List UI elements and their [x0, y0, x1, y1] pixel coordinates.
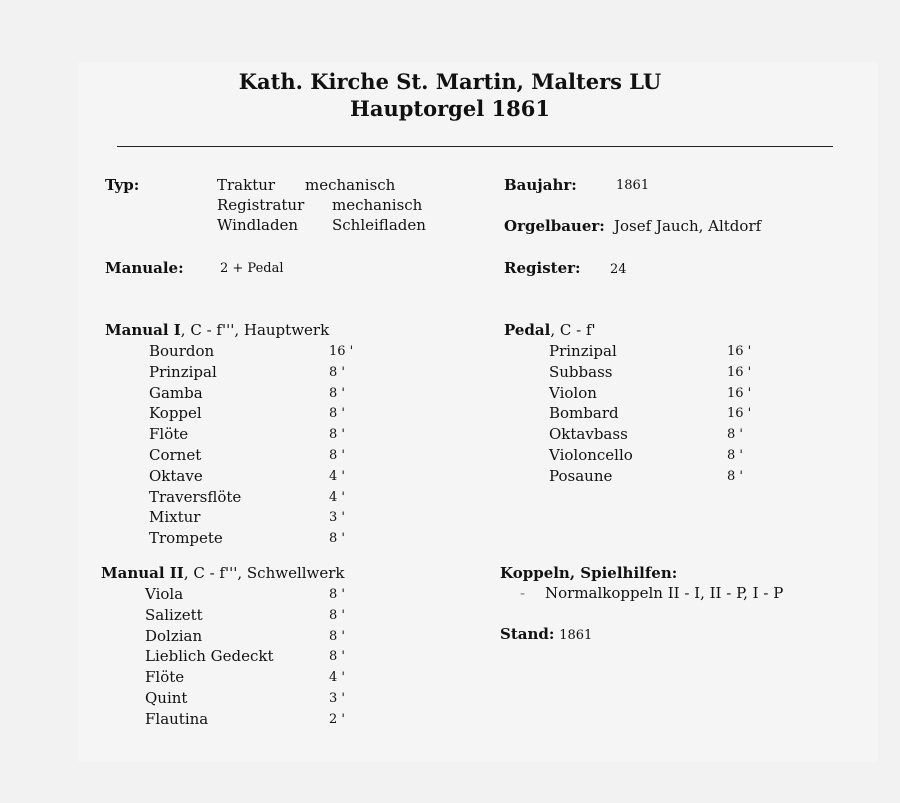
stop-length: 8 ' [329, 427, 345, 443]
stop-name: Prinzipal [549, 342, 617, 360]
stop-length: 8 ' [727, 468, 743, 484]
typ-windladen-name: Windladen [217, 216, 299, 234]
stop-name: Bombard [549, 404, 619, 423]
typ-registratur-value: mechanisch [332, 196, 423, 214]
stand: Stand: 1861 [500, 625, 593, 643]
stop-length: 3 ' [329, 691, 345, 706]
stop-name: Prinzipal [149, 362, 217, 381]
stop-name: Traversflöte [149, 487, 242, 506]
page-subtitle: Hauptorgel 1861 [350, 96, 550, 121]
manual1-heading: Manual I, C - f''', Hauptwerk [105, 321, 330, 339]
stop-name: Salizett [145, 605, 203, 624]
stop-name: Trompete [149, 529, 223, 548]
baujahr-value: 1861 [616, 178, 650, 193]
stop-name: Lieblich Gedeckt [145, 647, 274, 666]
stop-length: 8 ' [329, 587, 345, 602]
stop-name: Flöte [145, 668, 185, 687]
stop-name: Violon [549, 383, 597, 402]
stop-name: Mixtur [149, 508, 201, 527]
stop-name: Subbass [549, 362, 613, 381]
stop-name: Posaune [549, 466, 613, 485]
stop-length: 8 ' [329, 531, 345, 547]
stop-name: Oktavbass [549, 425, 628, 444]
stop-length: 16 ' [727, 406, 752, 422]
stop-length: 8 ' [329, 628, 345, 644]
stop-name: Viola [145, 585, 184, 603]
koppeln-item: Normalkoppeln II - I, II - P, I - P [545, 584, 784, 602]
register-label: Register: [504, 259, 581, 277]
stop-length: 4 ' [329, 468, 345, 484]
stop-length: 8 ' [727, 448, 743, 463]
stop-length: 16 ' [727, 385, 752, 401]
stop-length: 8 ' [329, 406, 345, 422]
register-value: 24 [610, 262, 627, 277]
manuale-label: Manuale: [105, 259, 184, 277]
typ-label: Typ: [105, 176, 140, 194]
stop-length: 16 ' [727, 344, 752, 359]
stop-name: Gamba [149, 383, 203, 402]
koppeln-label: Koppeln, Spielhilfen: [500, 564, 678, 582]
typ-traktur-value: mechanisch [305, 176, 396, 194]
stop-name: Flautina [145, 709, 209, 728]
stop-length: 2 ' [329, 711, 345, 727]
manual2-heading: Manual II, C - f''', Schwellwerk [101, 564, 345, 582]
stop-length: 4 ' [329, 489, 345, 505]
stop-name: Dolzian [145, 626, 203, 645]
orgelbauer-value: Josef Jauch, Altdorf [614, 217, 762, 235]
orgelbauer-label: Orgelbauer: [504, 217, 605, 235]
stop-length: 8 ' [329, 649, 345, 665]
page-title: Kath. Kirche St. Martin, Malters LU [238, 69, 662, 94]
title-divider [117, 146, 833, 147]
stop-length: 16 ' [727, 364, 752, 380]
stop-length: 4 ' [329, 670, 345, 686]
typ-registratur-name: Registratur [217, 196, 305, 214]
typ-traktur-name: Traktur [217, 176, 276, 194]
pedal-heading: Pedal, C - f' [504, 321, 596, 339]
stop-length: 8 ' [727, 427, 743, 443]
stop-name: Oktave [149, 466, 203, 485]
stop-length: 16 ' [329, 344, 354, 359]
stop-name: Cornet [149, 446, 202, 464]
koppeln-bullet: - [520, 584, 526, 602]
stop-name: Koppel [149, 404, 202, 423]
stop-name: Bourdon [149, 342, 215, 360]
stop-name: Violoncello [549, 446, 633, 464]
stop-length: 3 ' [329, 510, 345, 526]
stop-length: 8 ' [329, 385, 345, 401]
stop-length: 8 ' [329, 448, 345, 463]
stop-length: 8 ' [329, 364, 345, 380]
manuale-value: 2 + Pedal [220, 261, 284, 276]
typ-windladen-value: Schleifladen [332, 216, 426, 234]
stop-length: 8 ' [329, 607, 345, 623]
stop-name: Quint [145, 689, 188, 707]
stop-name: Flöte [149, 425, 189, 444]
baujahr-label: Baujahr: [504, 176, 577, 194]
